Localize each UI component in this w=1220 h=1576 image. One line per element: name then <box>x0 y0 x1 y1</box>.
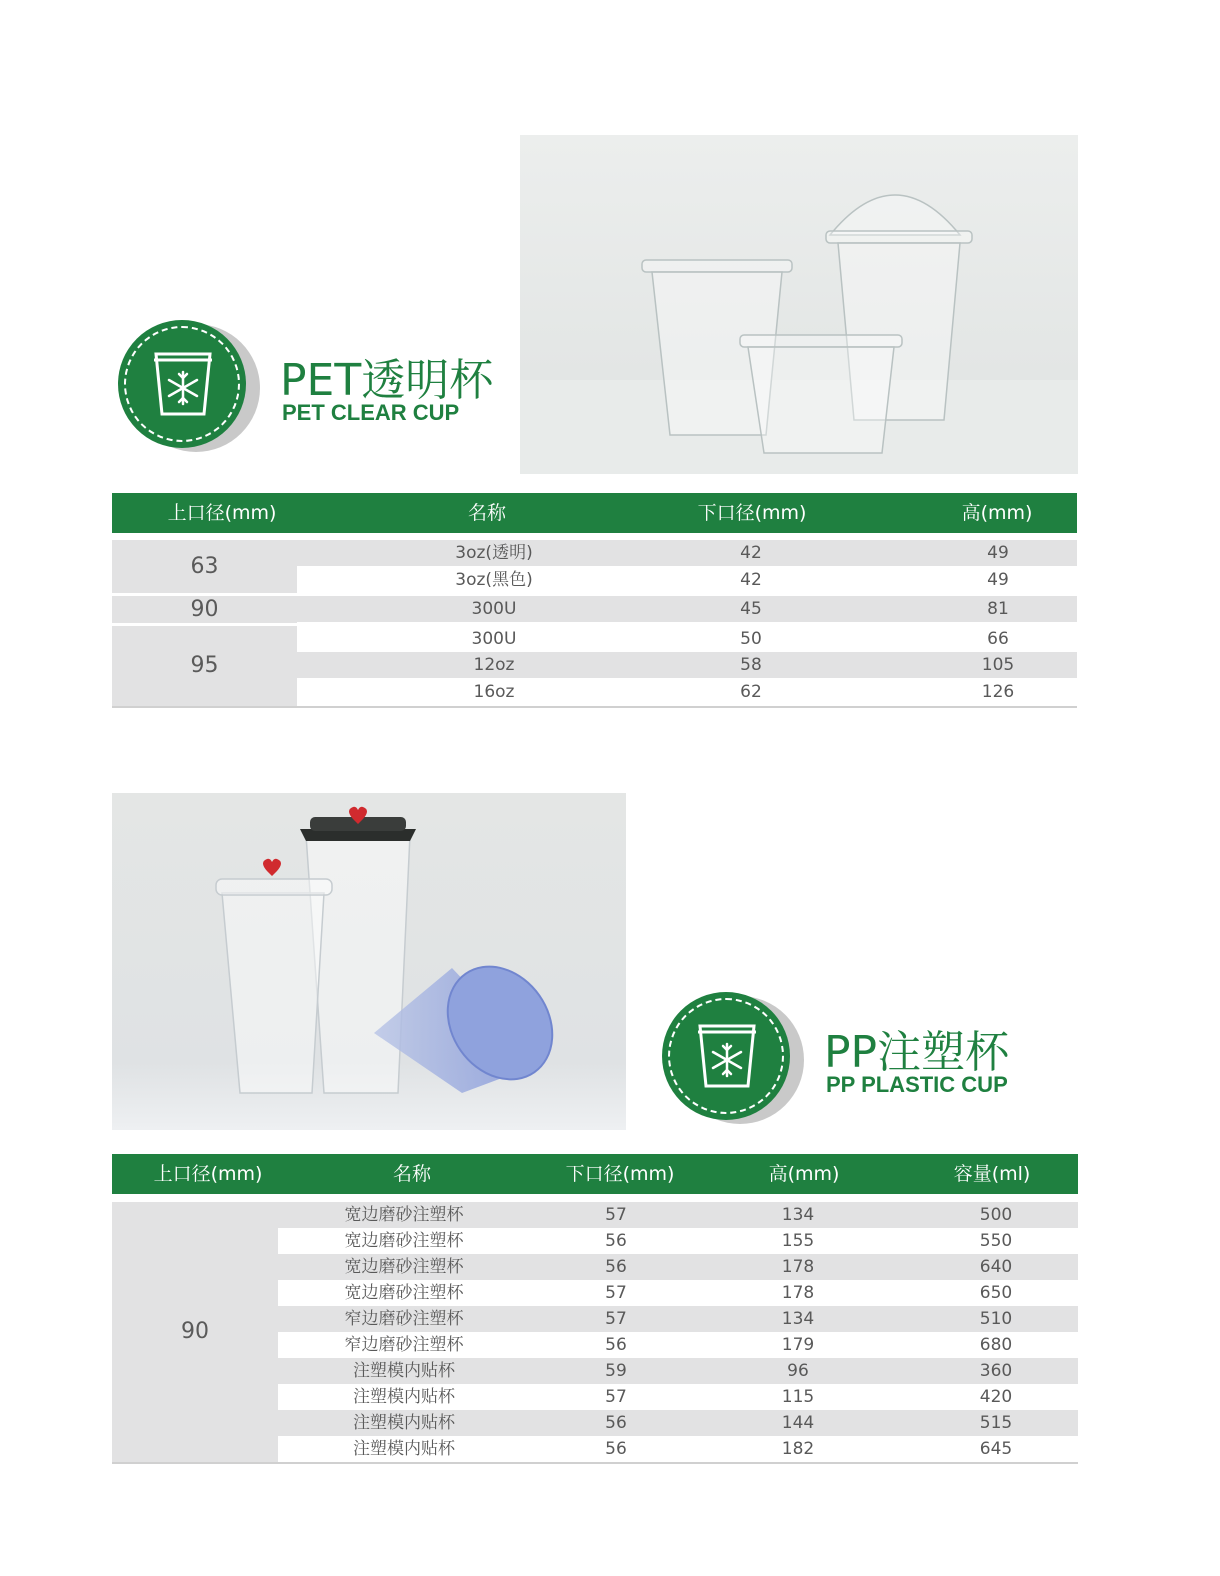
table-row <box>297 626 1077 652</box>
cup-capacity: 515 <box>979 1413 1013 1433</box>
table-row <box>278 1410 1078 1436</box>
pp-header-capacity: 容量(ml) <box>953 1163 1031 1185</box>
table-row <box>278 1358 1078 1384</box>
bottom-diameter: 57 <box>605 1309 627 1329</box>
bottom-diameter: 56 <box>605 1335 627 1355</box>
pp-diameter-cell <box>112 1202 278 1462</box>
table-row <box>297 540 1077 566</box>
cup-name: 宽边磨砂注塑杯 <box>344 1205 464 1225</box>
pet-title-en: PET CLEAR CUP <box>282 400 460 425</box>
cup-name: 窄边磨砂注塑杯 <box>344 1335 464 1355</box>
pp-header-height: 高(mm) <box>768 1163 840 1185</box>
pet-diameter-cell <box>112 596 297 623</box>
pet-table-bottom-rule <box>112 706 1077 708</box>
cup-capacity: 645 <box>979 1439 1013 1459</box>
table-row <box>278 1384 1078 1410</box>
cup-height: 66 <box>987 628 1009 649</box>
pp-header-name: 名称 <box>392 1163 431 1185</box>
table-row <box>278 1254 1078 1280</box>
cup-height: 126 <box>981 682 1015 702</box>
table-row <box>297 679 1077 705</box>
bottom-diameter: 57 <box>605 1205 627 1225</box>
cup-height: 144 <box>781 1413 815 1433</box>
cup-name: 注塑模内贴杯 <box>353 1361 455 1381</box>
cup-height: 179 <box>781 1335 815 1355</box>
cup-capacity: 550 <box>979 1231 1013 1251</box>
table-row <box>297 567 1077 593</box>
cup-name: 12oz <box>473 655 515 676</box>
cup-name: 宽边磨砂注塑杯 <box>344 1257 464 1277</box>
pet-header-bottom-diameter: 下口径(mm) <box>697 502 807 524</box>
bottom-diameter: 56 <box>605 1257 627 1277</box>
cup-name: 宽边磨砂注塑杯 <box>344 1231 464 1251</box>
pp-title-en: PP PLASTIC CUP <box>826 1072 1008 1097</box>
table-row <box>278 1202 1078 1228</box>
snowflake-cup-icon <box>152 350 214 418</box>
cup-capacity: 640 <box>979 1257 1013 1277</box>
pp-header-top-diameter: 上口径(mm) <box>153 1163 263 1185</box>
table-row <box>278 1280 1078 1306</box>
bottom-diameter: 56 <box>605 1439 627 1459</box>
cup-name: 注塑模内贴杯 <box>353 1413 455 1433</box>
pet-table-header <box>112 493 1077 533</box>
cup-height: 81 <box>987 599 1009 620</box>
cup-capacity: 510 <box>979 1309 1013 1329</box>
bottom-diameter: 56 <box>605 1413 627 1433</box>
cup-name: 3oz(黑色) <box>455 569 533 590</box>
cup-height: 134 <box>781 1309 815 1329</box>
pet-title-cn: PET透明杯 <box>280 355 494 406</box>
cup-name: 300U <box>471 599 517 620</box>
pp-cups-photo <box>112 793 626 1130</box>
bottom-diameter: 62 <box>740 682 762 702</box>
cup-name: 3oz(透明) <box>455 543 533 563</box>
cup-height: 96 <box>787 1361 809 1381</box>
pp-title-cn: PP注塑杯 <box>824 1027 1010 1078</box>
pet-diameter-cell <box>112 626 297 706</box>
cup-height: 178 <box>781 1283 815 1303</box>
snowflake-cup-icon <box>696 1022 758 1090</box>
cup-name: 注塑模内贴杯 <box>353 1387 455 1407</box>
cup-height: 182 <box>781 1439 815 1459</box>
bottom-diameter: 57 <box>605 1387 627 1407</box>
bottom-diameter: 42 <box>740 543 762 563</box>
bottom-diameter: 59 <box>605 1361 627 1381</box>
table-row <box>278 1228 1078 1254</box>
pp-table-header <box>112 1154 1078 1194</box>
bottom-diameter: 58 <box>740 655 762 676</box>
table-row <box>297 652 1077 678</box>
cup-height: 115 <box>781 1387 815 1407</box>
cup-capacity: 420 <box>979 1387 1013 1407</box>
cup-height: 178 <box>781 1257 815 1277</box>
cup-height: 134 <box>781 1205 815 1225</box>
bottom-diameter: 50 <box>740 628 762 649</box>
cup-name: 宽边磨砂注塑杯 <box>344 1283 464 1303</box>
cup-capacity: 650 <box>979 1283 1013 1303</box>
pet-diameter-value: 90 <box>190 596 219 622</box>
pp-badge <box>662 992 802 1132</box>
cup-capacity: 360 <box>979 1361 1013 1381</box>
pet-diameter-value: 63 <box>190 553 219 579</box>
cup-height: 49 <box>987 543 1009 563</box>
bottom-diameter: 42 <box>740 569 762 590</box>
bottom-diameter: 57 <box>605 1283 627 1303</box>
pet-header-name: 名称 <box>467 502 506 524</box>
cup-capacity: 680 <box>979 1335 1013 1355</box>
cup-capacity: 500 <box>979 1205 1013 1225</box>
pet-badge <box>118 320 258 460</box>
pp-header-bottom-diameter: 下口径(mm) <box>565 1163 675 1185</box>
pet-cups-photo <box>520 135 1078 474</box>
pet-diameter-value: 95 <box>190 652 219 678</box>
cup-name: 窄边磨砂注塑杯 <box>344 1309 464 1329</box>
pet-diameter-cell <box>112 540 297 593</box>
cup-name: 300U <box>471 628 517 649</box>
pet-header-height: 高(mm) <box>961 502 1033 524</box>
cup-name: 注塑模内贴杯 <box>353 1439 455 1459</box>
cup-height: 105 <box>981 655 1015 676</box>
table-row <box>278 1306 1078 1332</box>
pp-diameter-value: 90 <box>181 1319 209 1344</box>
table-row <box>278 1436 1078 1462</box>
bottom-diameter: 45 <box>740 599 762 620</box>
cup-name: 16oz <box>473 682 515 702</box>
table-row <box>297 596 1077 622</box>
pp-table-bottom-rule <box>112 1462 1078 1464</box>
pet-header-top-diameter: 上口径(mm) <box>167 502 277 524</box>
cup-height: 49 <box>987 569 1009 590</box>
table-row <box>278 1332 1078 1358</box>
cup-height: 155 <box>781 1231 815 1251</box>
bottom-diameter: 56 <box>605 1231 627 1251</box>
